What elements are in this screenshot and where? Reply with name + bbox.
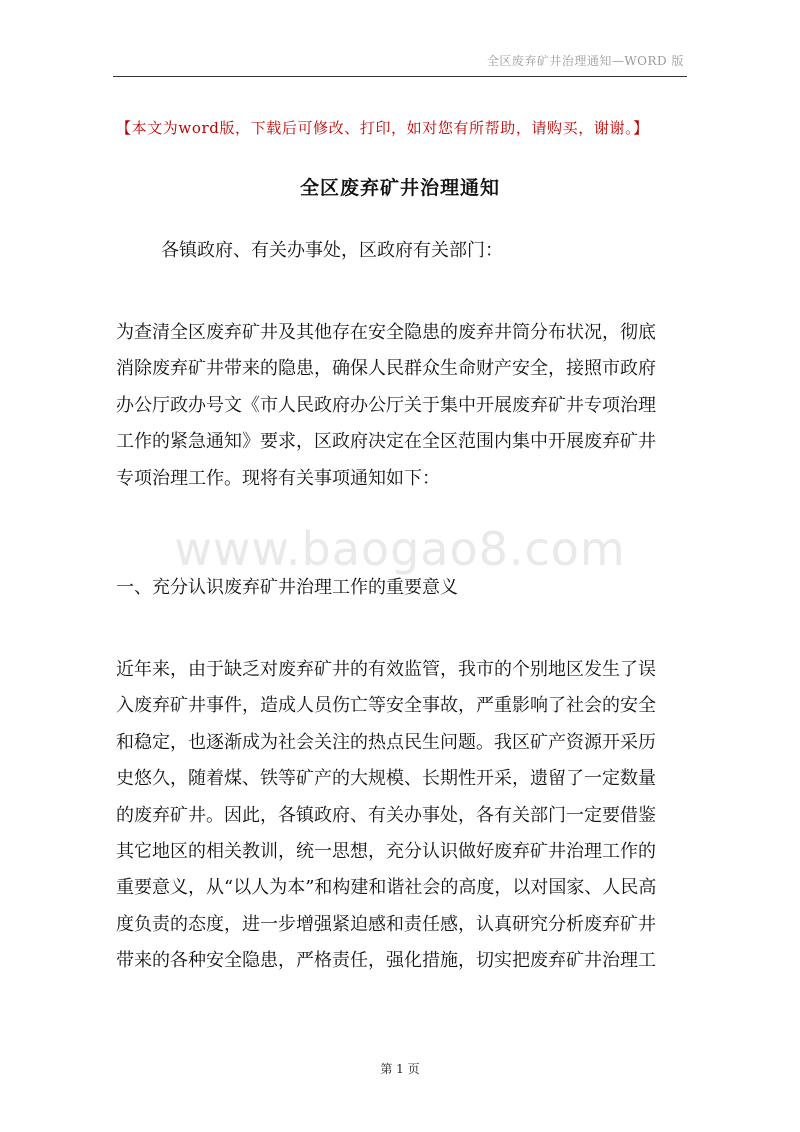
paragraph-line: 消除废弃矿井带来的隐患，确保人民群众生命财产安全，接照市政府 xyxy=(116,358,656,380)
paragraph-line: 为查清全区废弃矿井及其他存在安全隐患的废弃井筒分布状况，彻底 xyxy=(116,322,656,343)
paragraph-line: 办公厅政办号文《市人民政府办公厅关于集中开展废弃矿井专项治理 xyxy=(116,394,656,416)
paragraph-line: 入废弃矿井事件，造成人员伤亡等安全事故，严重影响了社会的安全 xyxy=(116,695,656,717)
paragraph-line: 和稳定，也逐渐成为社会关注的热点民生问题。我区矿产资源开采历 xyxy=(116,731,656,753)
paragraph-line: 专项治理工作。现将有关事项通知如下： xyxy=(116,467,440,489)
running-header: 全区废弃矿井治理通知—WORD 版 xyxy=(486,54,684,68)
paragraph-line: 重要意义，从“以人为本”和构建和谐社会的高度，以对国家、人民高 xyxy=(116,877,657,899)
site-watermark: www.baogao8.com xyxy=(174,522,626,576)
intro-paragraph xyxy=(116,315,686,497)
paragraph-line: 其它地区的相关教训，统一思想，充分认识做好废弃矿井治理工作的 xyxy=(116,840,656,862)
purchase-notice: 【本文为word版，下载后可修改、打印，如对您有所帮助，请购买，谢谢。】 xyxy=(116,119,649,137)
paragraph-line: 史悠久，随着煤、铁等矿产的大规模、长期性开采，遗留了一定数量 xyxy=(116,768,656,790)
section-heading: 一、充分认识废弃矿井治理工作的重要意义 xyxy=(116,577,458,598)
paragraph-line: 带来的各种安全隐患，严格责任，强化措施，切实把废弃矿井治理工 xyxy=(116,950,656,972)
page-number: 第 1 页 xyxy=(380,1062,420,1076)
document-title: 全区废弃矿井治理通知 xyxy=(299,177,500,199)
salutation: 各镇政府、有关办事处，区政府有关部门： xyxy=(161,240,503,261)
paragraph-line: 的废弃矿井。因此，各镇政府、有关办事处，各有关部门一定要借鉴 xyxy=(116,804,656,826)
paragraph-line: 近年来，由于缺乏对废弃矿井的有效监管，我市的个别地区发生了误 xyxy=(116,659,656,680)
paragraph-line: 度负责的态度，进一步增强紧迫感和责任感，认真研究分析废弃矿井 xyxy=(116,913,656,935)
body-paragraph xyxy=(116,652,686,980)
paragraph-line: 工作的紧急通知》要求，区政府决定在全区范围内集中开展废弃矿井 xyxy=(116,431,656,453)
header-rule xyxy=(113,76,687,77)
